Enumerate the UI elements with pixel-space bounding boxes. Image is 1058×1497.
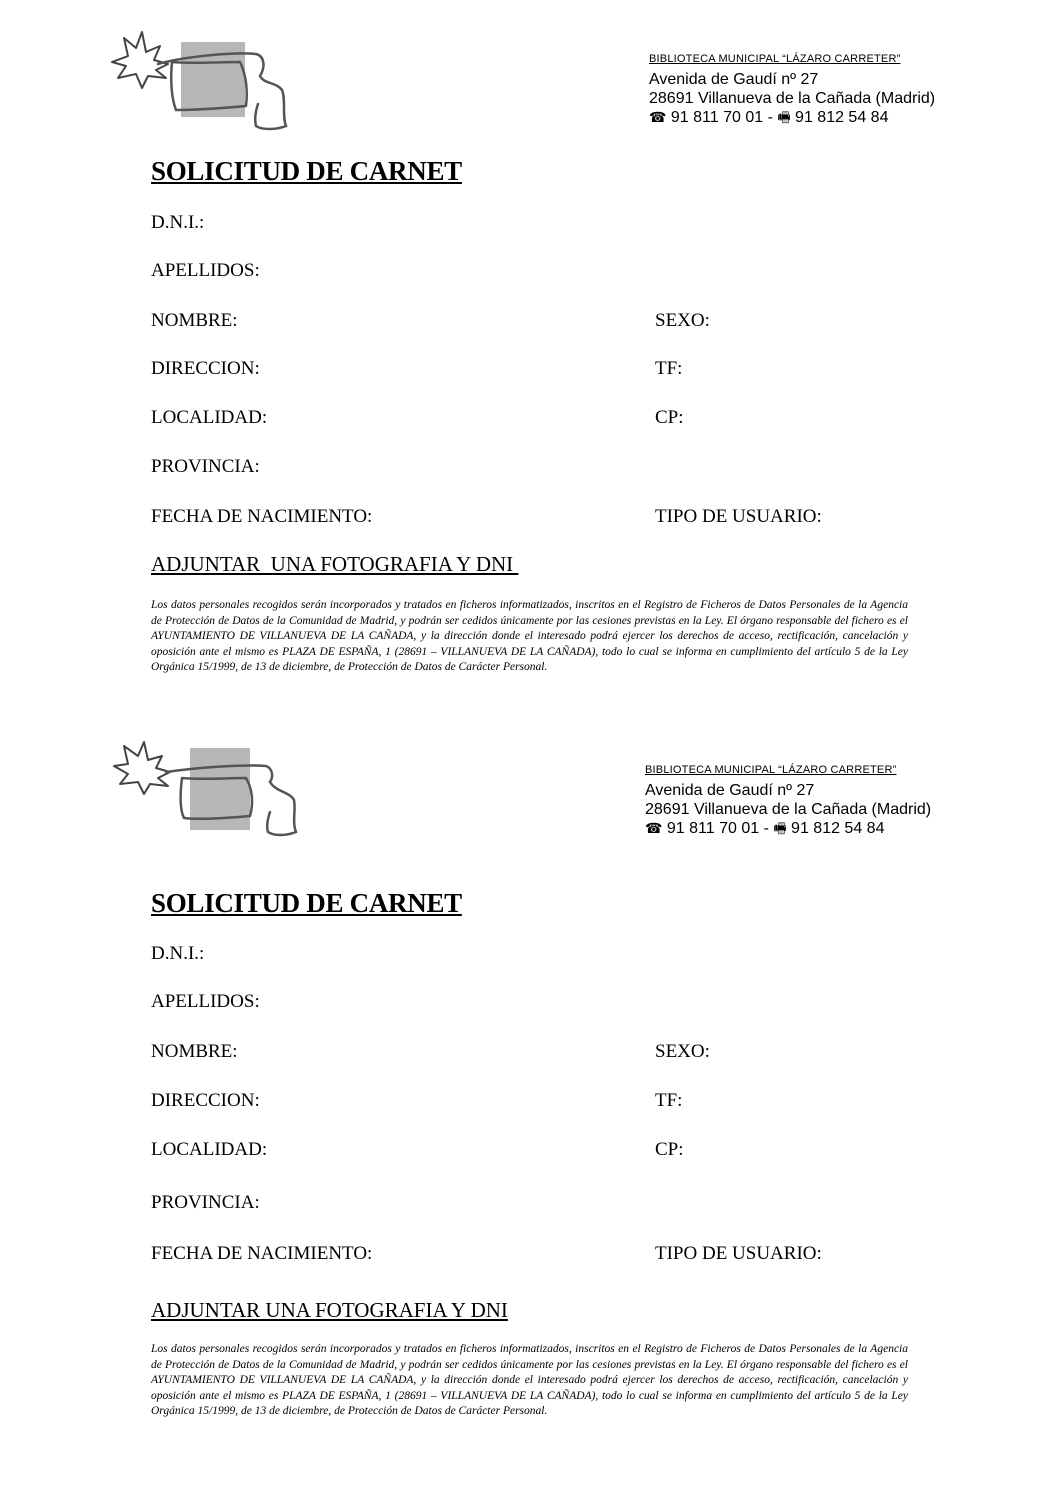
field-fecha-nacimiento: FECHA DE NACIMIENTO:	[151, 506, 373, 527]
telephone-icon: ☎	[645, 820, 663, 836]
fax-icon: 🖷	[773, 820, 787, 836]
field-sexo: SEXO:	[655, 310, 710, 331]
library-phone: 91 811 70 01 -	[666, 820, 769, 837]
library-logo	[110, 738, 306, 838]
telephone-icon: ☎	[649, 109, 667, 125]
attach-note: ADJUNTAR UNA FOTOGRAFIA Y DNI	[151, 1298, 508, 1322]
field-direccion: DIRECCION:	[151, 1090, 260, 1111]
library-address	[649, 50, 935, 127]
field-cp: CP:	[655, 1139, 684, 1160]
field-provincia: PROVINCIA:	[151, 1192, 260, 1213]
field-nombre: NOMBRE:	[151, 1041, 238, 1062]
library-street: Avenida de Gaudí nº 27	[649, 71, 819, 88]
library-phone: 91 811 70 01 -	[670, 109, 773, 126]
privacy-notice: Los datos personales recogidos serán incorporados y tratados en ficheros informatizados, inscritos en el Registro de Ficheros de Datos Personales de la Agencia de Protección de Datos de la Comunidad de Madrid, y podrán ser cedidos únicamente por las cesiones previstas en la Ley. El órgano responsable del fichero es el AYUNTAMIENTO DE VILLANUEVA DE LA CAÑADA, y la dirección donde el interesado podrá ejercer los derechos de acceso, rectificación, cancelación y oposición ante el mismo es PLAZA DE ESPAÑA, 1 (28691 – VILLANUEVA DE LA CAÑADA), todo lo cual se informa en cumplimiento del artículo 5 de la Ley Orgánica 15/1999, de 13 de diciembre, de Protección de Datos de Carácter Personal.	[151, 1343, 908, 1417]
field-tipo-usuario: TIPO DE USUARIO:	[655, 506, 822, 527]
field-tf: TF:	[655, 1090, 683, 1111]
field-sexo: SEXO:	[655, 1041, 710, 1062]
library-city: 28691 Villanueva de la Cañada (Madrid)	[649, 90, 936, 107]
library-fax: 91 812 54 84	[795, 109, 889, 126]
form-title: SOLICITUD DE CARNET	[151, 888, 462, 918]
library-address	[645, 761, 931, 838]
field-localidad: LOCALIDAD:	[151, 407, 268, 428]
library-city: 28691 Villanueva de la Cañada (Madrid)	[645, 801, 932, 818]
field-direccion: DIRECCION:	[151, 358, 260, 379]
field-nombre: NOMBRE:	[151, 310, 238, 331]
library-street: Avenida de Gaudí nº 27	[645, 782, 815, 799]
field-localidad: LOCALIDAD:	[151, 1139, 268, 1160]
field-dni: D.N.I.:	[151, 212, 205, 233]
field-fecha-nacimiento: FECHA DE NACIMIENTO:	[151, 1243, 373, 1264]
library-logo	[106, 26, 302, 136]
library-name: BIBLIOTECA MUNICIPAL “LÁZARO CARRETER”	[649, 53, 901, 65]
library-contact	[649, 108, 935, 127]
library-name: BIBLIOTECA MUNICIPAL “LÁZARO CARRETER”	[645, 764, 897, 776]
fax-icon: 🖷	[777, 109, 791, 125]
library-contact	[645, 819, 931, 838]
form-title: SOLICITUD DE CARNET	[151, 156, 462, 186]
field-cp: CP:	[655, 407, 684, 428]
field-dni: D.N.I.:	[151, 943, 205, 964]
privacy-notice: Los datos personales recogidos serán incorporados y tratados en ficheros informatizados, inscritos en el Registro de Ficheros de Datos Personales de la Agencia de Protección de Datos de la Comunidad de Madrid, y podrán ser cedidos únicamente por las cesiones previstas en la Ley. El órgano responsable del fichero es el AYUNTAMIENTO DE VILLANUEVA DE LA CAÑADA, y la dirección donde el interesado podrá ejercer los derechos de acceso, rectificación, cancelación y oposición ante el mismo es PLAZA DE ESPAÑA, 1 (28691 – VILLANUEVA DE LA CAÑADA), todo lo cual se informa en cumplimiento del artículo 5 de la Ley Orgánica 15/1999, de 13 de diciembre, de Protección de Datos de Carácter Personal.	[151, 599, 908, 673]
library-fax: 91 812 54 84	[791, 820, 885, 837]
attach-note: ADJUNTAR UNA FOTOGRAFIA Y DNI	[151, 552, 519, 576]
field-provincia: PROVINCIA:	[151, 456, 260, 477]
field-tipo-usuario: TIPO DE USUARIO:	[655, 1243, 822, 1264]
field-apellidos: APELLIDOS:	[151, 260, 260, 281]
field-tf: TF:	[655, 358, 683, 379]
field-apellidos: APELLIDOS:	[151, 991, 260, 1012]
